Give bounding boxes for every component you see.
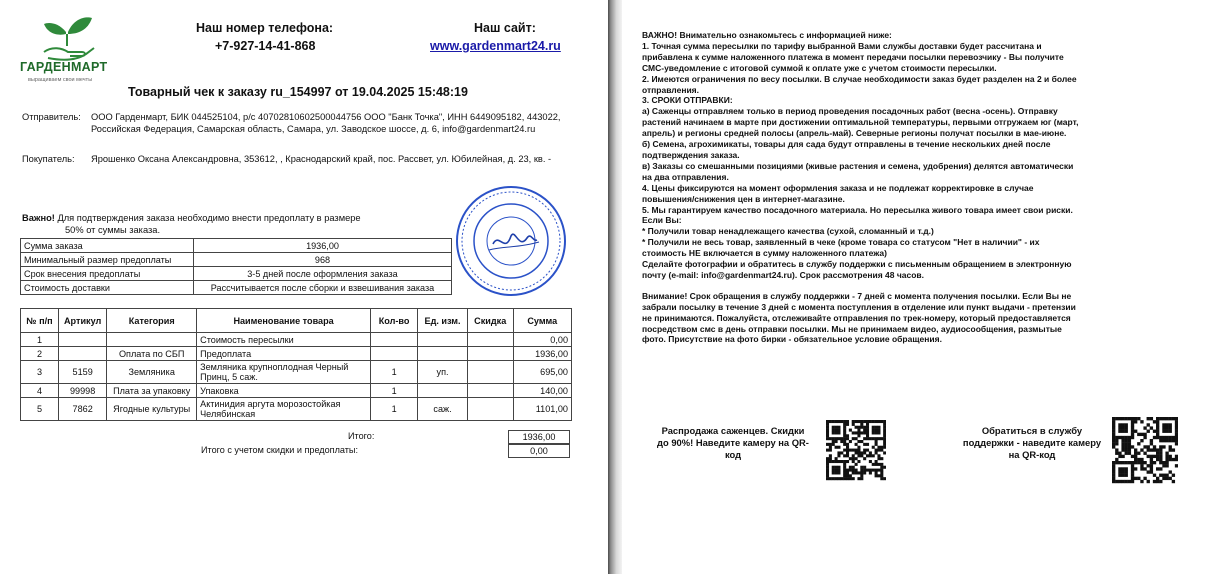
table-cell: Стоимость пересылки <box>197 333 371 347</box>
table-cell: 695,00 <box>513 361 571 384</box>
table-cell: 99998 <box>59 384 107 398</box>
promo-sale-text: Распродажа саженцев. Скидки до 90%! Наведите камеру на QR-код <box>657 425 809 460</box>
promo-support-text: Обратиться в службу поддержки - наведите камеру на QR-код <box>962 425 1102 460</box>
sender-label: Отправитель: <box>22 112 81 122</box>
receipt-title: Товарный чек к заказу ru_154997 от 19.04.2025 15:48:19 <box>128 85 468 99</box>
qr-code-support[interactable] <box>1112 411 1178 489</box>
column-header: № п/п <box>21 309 59 333</box>
phone-number: +7-927-14-41-868 <box>215 39 316 53</box>
table-cell: 1936,00 <box>513 347 571 361</box>
table-cell: 1 <box>21 333 59 347</box>
buyer-text: Ярошенко Оксана Александровна, 353612, , Краснодарский край, пос. Рассвет, ул. Юбилейная, д. 23, кв. - <box>91 154 552 164</box>
info-line: * Получили не весь товар, заявленный в чеке (кроме товара со статусом "Нет в наличии" - их стоимость НЕ включается в сумму наложенного платежа) <box>642 237 1040 259</box>
info-line: б) Семена, агрохимикаты, товары для сада будут отправлены в течение нескольких дней после подтверждения заказа. <box>642 139 1051 160</box>
brand-tagline: выращиваем свои мечты <box>28 77 93 83</box>
table-cell <box>371 333 418 347</box>
table-cell <box>371 347 418 361</box>
table-cell: 140,00 <box>513 384 571 398</box>
summary-key: Стоимость доставки <box>21 281 194 295</box>
column-header: Категория <box>107 309 197 333</box>
table-cell: 1 <box>371 384 418 398</box>
table-row <box>21 347 572 361</box>
info-line: а) Саженцы отправляем только в период проведения посадочных работ (весна -осень). Отправку растений начинаем в марте при достижении оптимальной температуры, первыми отгружаем юг (март, апрель) и регионы средней полосы (апрель-май). Северные регионы получат посылки в мае-июне. <box>642 106 1079 139</box>
total-net-label: Итого с учетом скидки и предоплаты: <box>201 445 358 455</box>
column-header: Ед. изм. <box>418 309 468 333</box>
summary-value: Рассчитывается после сборки и взвешивания заказа <box>194 281 452 295</box>
table-cell: Земляника <box>107 361 197 384</box>
table-cell: уп. <box>418 361 468 384</box>
column-header: Скидка <box>467 309 513 333</box>
table-cell: 1101,00 <box>513 398 571 421</box>
summary-row <box>21 267 452 281</box>
table-cell <box>467 361 513 384</box>
summary-row <box>21 281 452 295</box>
table-cell <box>107 333 197 347</box>
table-cell: 4 <box>21 384 59 398</box>
info-text <box>642 30 1082 345</box>
info-line: 3. СРОКИ ОТПРАВКИ: <box>642 95 733 106</box>
table-cell: Актинидия аргута морозостойкая Челябинская <box>197 398 371 421</box>
table-cell: Упаковка <box>197 384 371 398</box>
warning-line-1: Для подтверждения заказа необходимо внести предоплату в размере <box>54 213 361 223</box>
site-link[interactable]: www.gardenmart24.ru <box>430 39 561 53</box>
site-label: Наш сайт: <box>474 21 536 35</box>
table-cell: 5 <box>21 398 59 421</box>
summary-value: 968 <box>194 253 452 267</box>
info-line: 2. Имеются ограничения по весу посылки. В случае необходимости заказ будет разделен на 2 и более отправления. <box>642 73 1077 95</box>
table-cell <box>418 347 468 361</box>
prepay-warning <box>22 212 442 236</box>
info-line: * Получили товар ненадлежащего качества (сухой, сломанный и т.д.) <box>642 226 934 237</box>
table-cell: Оплата по СБП <box>107 347 197 361</box>
info-line: 1. Точная сумма пересылки по тарифу выбранной Вами службы доставки будет рассчитана и прибавлена к сумме наложенного платежа в момент передачи посылки перевозчику - Вы получите СМС-уведомление с итоговой суммой к оплате уже с учетом стоимости пересылки. <box>642 40 1064 73</box>
sender-text: ООО Гарденмарт, БИК 044525104, р/с 40702810602500044756 ООО "Банк Точка", ИНН 6449095182, 443022, Российская Федерация, Самарская область, Самара, ул. Заводское шоссе, д. 6, info@gardenmart24.ru <box>91 112 561 134</box>
info-line: 5. Мы гарантируем качество посадочного материала. Но пересылка живого товара имеет свои риски. Если Вы: <box>642 204 1073 226</box>
warning-line-2: 50% от суммы заказа. <box>65 225 161 235</box>
table-cell <box>59 333 107 347</box>
warning-bold: Важно! <box>22 213 55 223</box>
table-cell <box>467 333 513 347</box>
summary-row <box>21 253 452 267</box>
sprout-hand-logo-icon <box>18 8 138 88</box>
buyer-label: Покупатель: <box>22 154 75 164</box>
receipt-page <box>0 0 608 574</box>
table-cell: 1 <box>371 398 418 421</box>
table-row <box>21 398 572 421</box>
table-cell <box>59 347 107 361</box>
table-cell: 5159 <box>59 361 107 384</box>
table-cell <box>418 384 468 398</box>
company-seal-stamp <box>453 184 569 298</box>
table-cell: Земляника крупноплодная Черный Принц, 5 саж. <box>197 361 371 384</box>
table-cell: Ягодные культуры <box>107 398 197 421</box>
summary-key: Сумма заказа <box>21 239 194 253</box>
table-row <box>21 361 572 384</box>
table-cell: Плата за упаковку <box>107 384 197 398</box>
summary-key: Минимальный размер предоплаты <box>21 253 194 267</box>
brand-name: ГАРДЕНМАРТ <box>20 60 108 74</box>
phone-label: Наш номер телефона: <box>196 21 334 35</box>
table-cell: саж. <box>418 398 468 421</box>
items-table <box>20 308 572 421</box>
table-row <box>21 384 572 398</box>
qr-code-sale[interactable] <box>826 411 886 489</box>
table-cell <box>467 384 513 398</box>
table-cell <box>467 398 513 421</box>
table-cell: 0,00 <box>513 333 571 347</box>
info-line: в) Заказы со смешанными позициями (живые растения и семена, удобрения) делятся автоматически на два отправления. <box>642 160 1074 182</box>
table-cell <box>418 333 468 347</box>
total-value: 1936,00 <box>508 430 570 444</box>
order-summary-table <box>20 238 452 295</box>
column-header: Артикул <box>59 309 107 333</box>
table-cell: 1 <box>371 361 418 384</box>
column-header: Сумма <box>513 309 571 333</box>
table-row <box>21 333 572 347</box>
info-page <box>622 0 1217 574</box>
total-label: Итого: <box>348 431 375 441</box>
info-line: ВАЖНО! Внимательно ознакомьтесь с информацией ниже: <box>642 30 892 40</box>
column-header: Кол-во <box>371 309 418 333</box>
table-cell: 7862 <box>59 398 107 421</box>
summary-value: 3-5 дней после оформления заказа <box>194 267 452 281</box>
info-line: 4. Цены фиксируются на момент оформления заказа и не подлежат корректировке в случае повышения/снижения цен в интернет-магазине. <box>642 182 1034 204</box>
table-cell: Предоплата <box>197 347 371 361</box>
summary-key: Срок внесения предоплаты <box>21 267 194 281</box>
table-cell: 2 <box>21 347 59 361</box>
summary-value: 1936,00 <box>194 239 452 253</box>
total-net-value: 0,00 <box>508 444 570 458</box>
table-cell <box>467 347 513 361</box>
info-line: Сделайте фотографии и обратитесь в службу поддержки с письменным обращением в электронную почту (e-mail: info@gardenmart24.ru). Срок рассмотрения 48 часов. <box>642 259 1072 280</box>
column-header: Наименование товара <box>197 309 371 333</box>
page-gutter <box>608 0 622 574</box>
summary-row <box>21 239 452 253</box>
attention-text: Внимание! Срок обращения в службу поддержки - 7 дней с момента получения посылки. Если Вы не забрали посылку в течение 3 дней с момента поступления в отделение или пункт выдачи - претензии не принимаются. Пожалуйста, отслеживайте отправления по трек-номеру, который предоставляется посредством смс в день отправки посылки. Мы не принимаем видео, аудиосообщения, размытые фото. Присутствие на фото бирки - обязательное условие обращения. <box>642 290 1076 345</box>
table-cell: 3 <box>21 361 59 384</box>
